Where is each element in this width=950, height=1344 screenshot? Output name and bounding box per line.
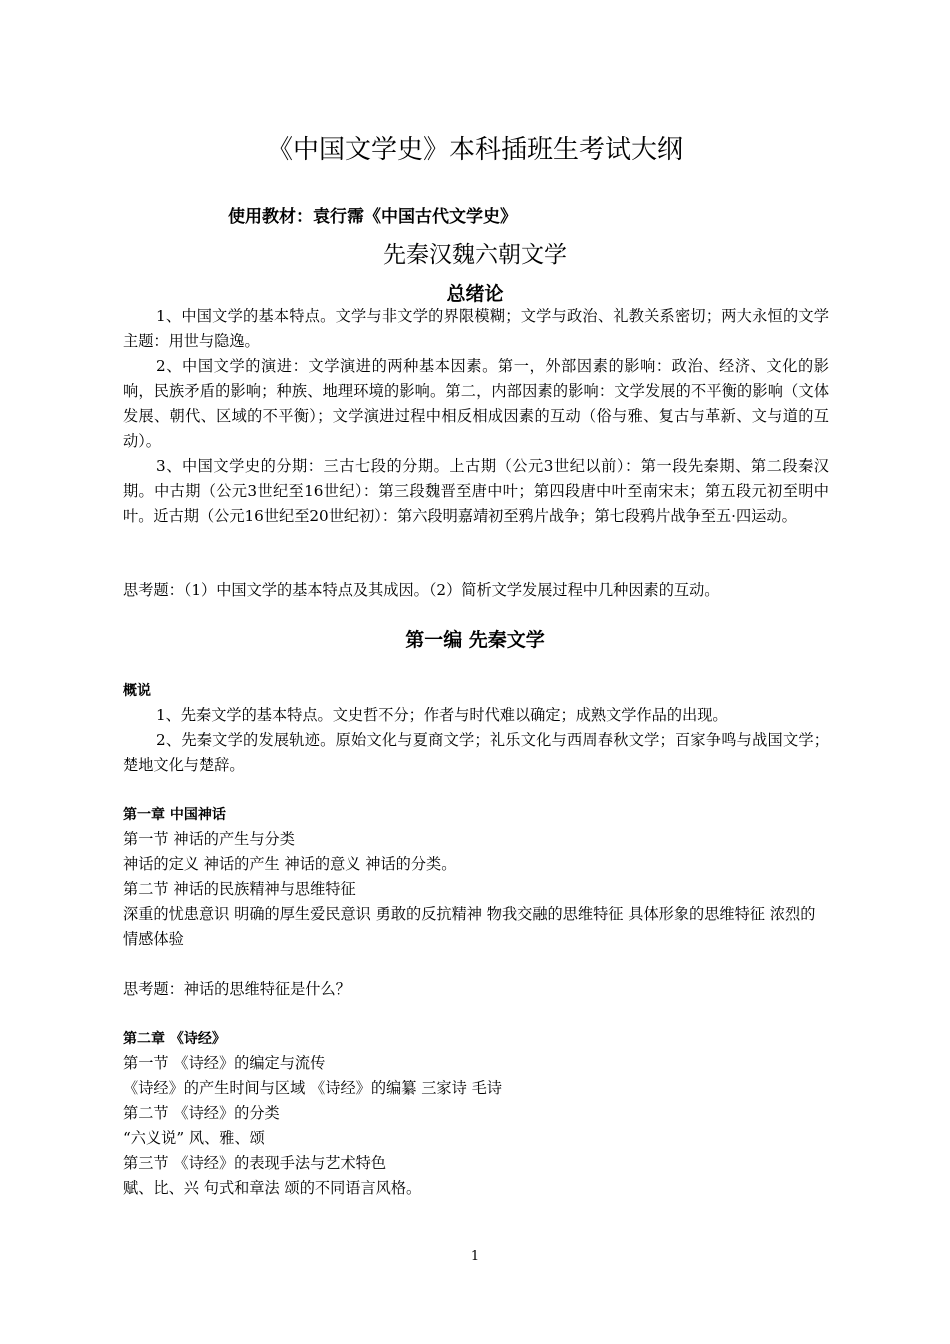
section-heading: 先秦汉魏六朝文学 [383,242,567,268]
chapter1-line: 第一节 神话的产生与分类 [123,830,295,848]
intro-heading: 总绪论 [446,283,504,305]
chapter2-line: 赋、比、兴 句式和章法 颂的不同语言风格。 [123,1179,422,1197]
chapter1-think-question: 思考题：神话的思维特征是什么？ [123,980,351,998]
chapter1-heading: 第一章 中国神话 [123,807,226,823]
overview-paragraph: 1、先秦文学的基本特点。文史哲不分；作者与时代难以确定；成熟文学作品的出现。 [156,706,728,724]
intro-paragraph: 1、中国文学的基本特点。文学与非文学的界限模糊；文学与政治、礼教关系密切；两大永恒的文学主题：用世与隐逸。 [123,307,829,350]
chapter2-line: “六义说” 风、雅、颂 [123,1129,265,1147]
intro-paragraph: 2、中国文学的演进：文学演进的两种基本因素。第一，外部因素的影响：政治、经济、文化的影响，民族矛盾的影响；种族、地理环境的影响。第二，内部因素的影响：文学发展的不平衡的影响（文体发展、朝代、区域的不平衡）；文学演进过程中相反相成因素的互动（俗与雅、复古与革新、文与道的互动）。 [123,357,829,450]
chapter1-line: 深重的忧患意识 明确的厚生爱民意识 勇敢的反抗精神 物我交融的思维特征 具体形象的思维特征 浓烈的情感体验 [123,905,816,948]
chapter2-line: 第一节 《诗经》的编定与流传 [123,1054,326,1072]
intro-paragraph: 3、中国文学史的分期：三古七段的分期。上古期（公元3世纪以前）：第一段先秦期、第二段秦汉期。中古期（公元3世纪至16世纪）：第三段魏晋至唐中叶；第四段唐中叶至南宋末；第五段元初至明中叶。近古期（公元16世纪至20世纪初）：第六段明嘉靖初至鸦片战争；第七段鸦片战争至五·四运动。 [123,457,829,525]
overview-label: 概说 [123,683,151,699]
part1-heading: 第一编 先秦文学 [405,629,545,651]
chapter2-heading: 第二章 《诗经》 [123,1031,226,1047]
chapter2-line: 第三节 《诗经》的表现手法与艺术特色 [123,1154,387,1172]
chapter2-line: 《诗经》的产生时间与区域 《诗经》的编纂 三家诗 毛诗 [123,1079,502,1097]
chapter1-line: 神话的定义 神话的产生 神话的意义 神话的分类。 [123,855,457,873]
textbook-line: 使用教材：袁行霈《中国古代文学史》 [228,207,517,227]
intro-think-question: 思考题：（1）中国文学的基本特点及其成因。（2）简析文学发展过程中几种因素的互动。 [123,581,720,599]
overview-paragraph: 2、先秦文学的发展轨迹。原始文化与夏商文学；礼乐文化与西周春秋文学；百家争鸣与战国文学；楚地文化与楚辞。 [123,731,829,774]
intro-body [123,304,829,529]
page-number: 1 [470,1249,480,1264]
document-title: 《中国文学史》本科插班生考试大纲 [266,135,683,165]
overview-body [123,703,829,778]
chapter1-line: 第二节 神话的民族精神与思维特征 [123,880,356,898]
chapter2-line: 第二节 《诗经》的分类 [123,1104,280,1122]
chapter1-body [123,827,829,952]
chapter2-body [123,1051,829,1201]
